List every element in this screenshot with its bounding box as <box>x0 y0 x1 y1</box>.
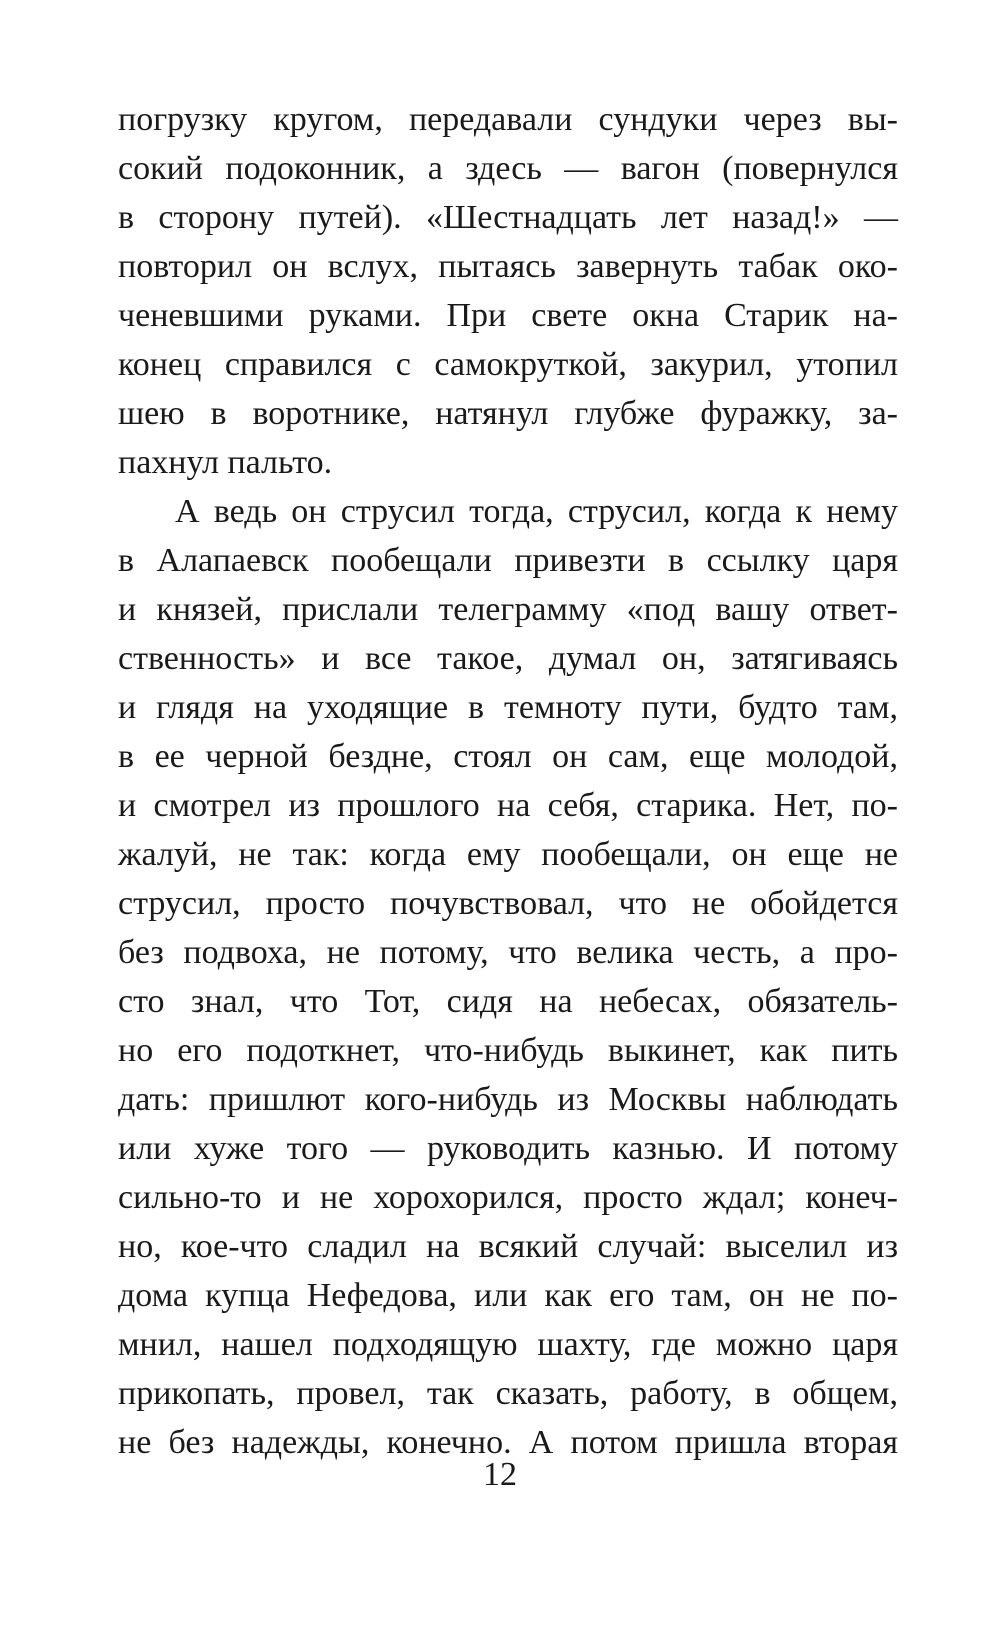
text-line: погрузку кругом, передавали сундуки через вы- <box>118 101 898 138</box>
text-line: ченевшими руками. При свете окна Старик на- <box>118 297 898 334</box>
text-line: или хуже того — руководить казнью. И потому <box>118 1130 898 1167</box>
text-line: в Алапаевск пообещали привезти в ссылку царя <box>118 542 898 579</box>
text-line: А ведь он струсил тогда, струсил, когда к нему <box>175 493 898 530</box>
text-line: конец справился с самокруткой, закурил, утопил <box>118 346 898 383</box>
text-line: без подвоха, не потому, что велика честь, а про- <box>118 934 898 971</box>
text-line: пахнул пальто. <box>118 444 333 481</box>
text-line: дать: пришлют кого-нибудь из Москвы наблюдать <box>118 1081 898 1118</box>
text-line: но, кое-что сладил на всякий случай: выселил из <box>118 1228 898 1265</box>
text-line: сильно-то и не хорохорился, просто ждал; конеч- <box>118 1179 898 1216</box>
text-line: не без надежды, конечно. А потом пришла вторая <box>118 1424 898 1461</box>
text-line: и глядя на уходящие в темноту пути, будто там, <box>118 689 898 726</box>
text-line: но его подоткнет, что-нибудь выкинет, как пить <box>118 1032 898 1069</box>
text-line: шею в воротнике, натянул глубже фуражку, за- <box>118 395 898 432</box>
text-line: и князей, прислали телеграмму «под вашу ответ- <box>118 591 898 628</box>
text-line: в сторону путей). «Шестнадцать лет назад!» — <box>118 199 898 236</box>
text-line: и смотрел из прошлого на себя, старика. Нет, по- <box>118 787 898 824</box>
text-line: прикопать, провел, так сказать, работу, в общем, <box>118 1375 898 1412</box>
page-number: 12 <box>483 1456 517 1493</box>
text-line: мнил, нашел подходящую шахту, где можно царя <box>118 1326 898 1363</box>
text-line: сто знал, что Тот, сидя на небесах, обязатель- <box>118 983 898 1020</box>
body-text <box>118 95 898 1467</box>
text-line: струсил, просто почувствовал, что не обойдется <box>118 885 898 922</box>
text-line: в ее черной бездне, стоял он сам, еще молодой, <box>118 738 898 775</box>
text-line: дома купца Нефедова, или как его там, он не по- <box>118 1277 898 1314</box>
text-line: повторил он вслух, пытаясь завернуть табак око- <box>118 248 898 285</box>
text-line: ственность» и все такое, думал он, затягиваясь <box>118 640 898 677</box>
text-line: сокий подоконник, а здесь — вагон (повернулся <box>118 150 898 187</box>
text-line: жалуй, не так: когда ему пообещали, он еще не <box>118 836 898 873</box>
